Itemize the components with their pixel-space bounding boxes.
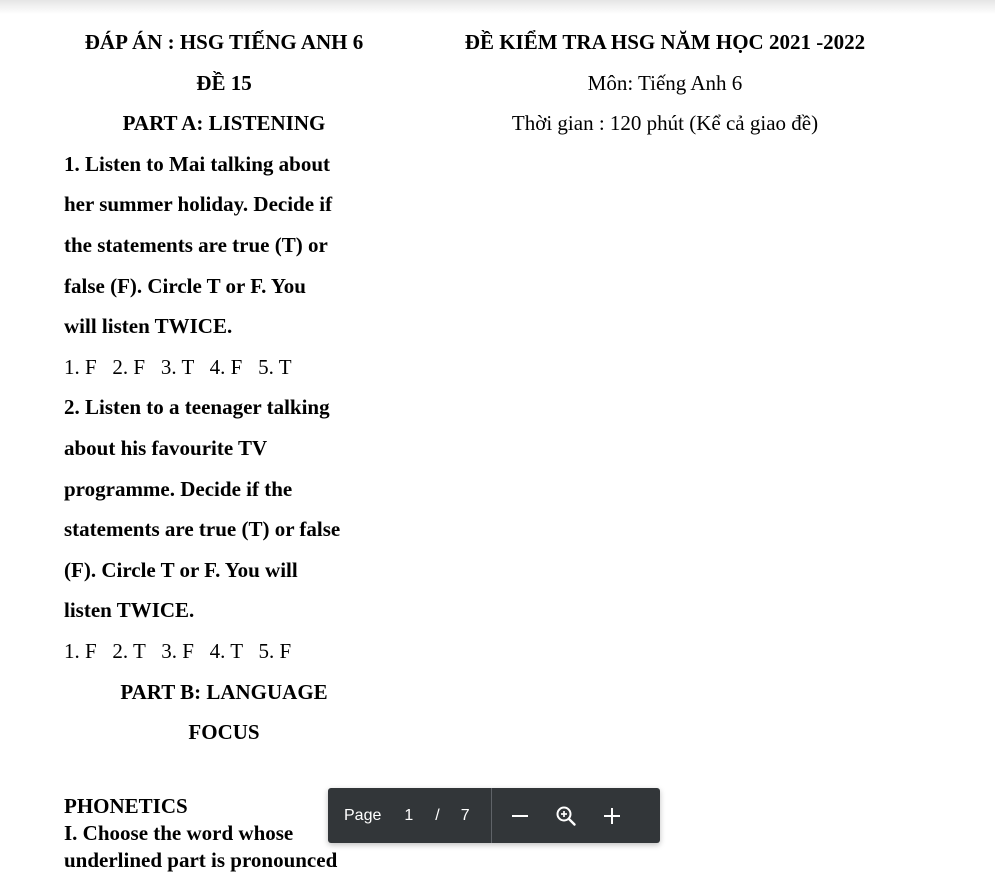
q2-line: listen TWICE. [64,598,195,623]
q2-line: statements are true (T) or false [64,517,341,542]
exam-subject: Môn: Tiếng Anh 6 [587,70,743,95]
phonetics-question-cont: underlined part is pronounced [64,847,338,872]
page-separator: / [435,806,440,824]
total-pages: 7 [460,806,470,824]
q2-line: programme. Decide if the [64,476,293,501]
q2-line: about his favourite TV [64,435,268,460]
q2-answers: 1. F 2. T 3. F 4. T 5. F [64,638,292,663]
page-label: Page [344,806,382,824]
part-b-heading: PART B: LANGUAGE [120,679,328,704]
q1-line: false (F). Circle T or F. You [64,273,306,298]
part-a-heading: PART A: LISTENING [122,111,326,136]
q1-line: 1. Listen to Mai talking about [64,151,331,176]
q1-answers: 1. F 2. F 3. T 4. F 5. T [64,354,292,379]
zoom-button[interactable] [553,803,579,829]
answer-key-column [64,22,384,874]
spacer [64,753,384,793]
q2-line: 2. Listen to a teenager talking [64,395,330,420]
exam-time: Thời gian : 120 phút (Kể cả giao đề) [511,111,819,136]
exam-title: ĐỀ KIỂM TRA HSG NĂM HỌC 2021 -2022 [464,30,866,54]
zoom-icon [554,804,578,828]
part-b-heading-cont: FOCUS [188,720,260,745]
q1-line: her summer holiday. Decide if [64,192,333,217]
q1-line: the statements are true (T) or [64,232,328,257]
answer-key-title: ĐÁP ÁN : HSG TIẾNG ANH 6 [84,30,364,54]
q2-line: (F). Circle T or F. You will [64,557,298,582]
toolbar-divider [491,788,492,843]
exam-header-column [420,22,910,144]
zoom-in-button[interactable] [599,803,625,829]
q1-line: will listen TWICE. [64,314,233,339]
zoom-out-icon [509,805,531,827]
current-page-input[interactable]: 1 [404,806,414,824]
exam-code: ĐỀ 15 [196,70,252,95]
zoom-out-button[interactable] [507,803,533,829]
phonetics-heading: PHONETICS [64,793,188,818]
phonetics-question: I. Choose the word whose [64,820,294,845]
top-shadow [0,0,995,14]
zoom-in-icon [601,805,623,827]
pdf-viewer-toolbar [328,788,660,843]
